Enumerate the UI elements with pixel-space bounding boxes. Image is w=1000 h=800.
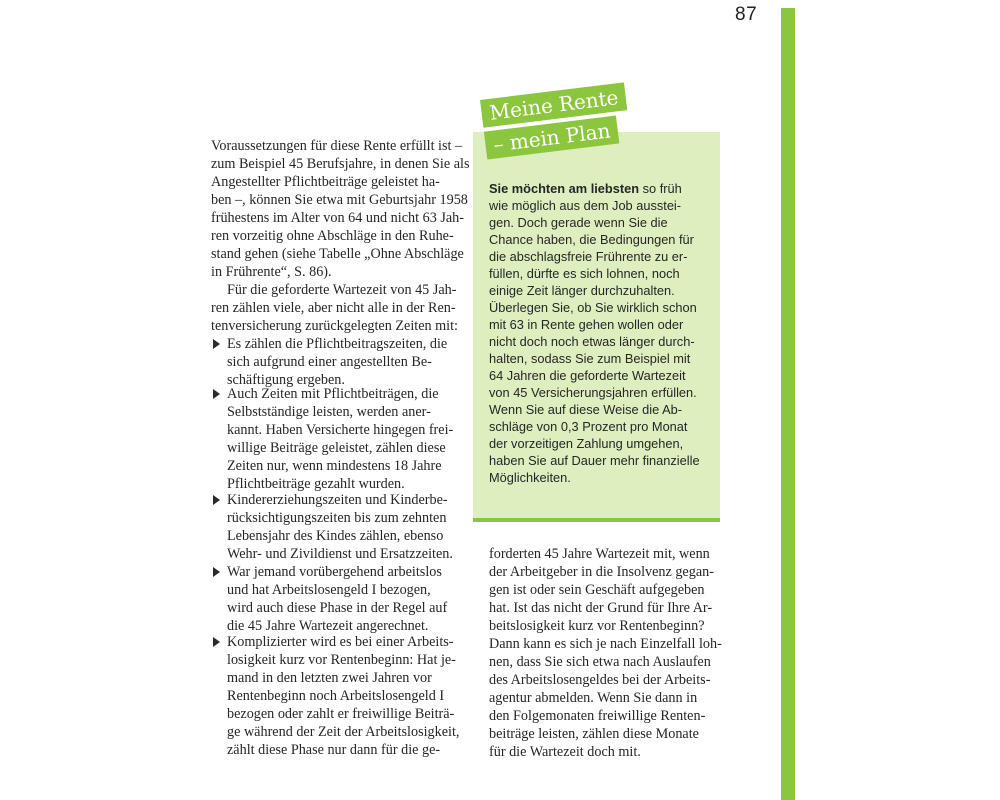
info-box-line: Möglichkeiten. [489, 470, 571, 485]
text-line: den Folgemonaten freiwillige Renten- [489, 708, 706, 724]
info-box-line: die abschlagsfreie Frührente zu er- [489, 249, 688, 264]
text-line: zum Beispiel 45 Berufsjahre, in denen Sie als [211, 156, 470, 172]
text-line: forderten 45 Jahre Wartezeit mit, wenn [489, 546, 710, 562]
green-edge-bar [781, 8, 795, 800]
info-box-lead-rest: so früh [639, 181, 682, 196]
info-box-line: nicht doch noch etwas länger durch- [489, 334, 695, 349]
list-item-line: willige Beiträge geleistet, zählen diese [227, 440, 446, 456]
list-item-line: Selbstständige leisten, werden aner- [227, 404, 431, 420]
info-box-line: 64 Jahren die geforderte Wartezeit [489, 368, 686, 383]
list-item-line: losigkeit kurz vor Rentenbeginn: Hat je- [227, 652, 456, 668]
list-item-line: Wehr- und Zivildienst und Ersatzzeiten. [227, 546, 453, 562]
list-item-line: kannt. Haben Versicherte hingegen frei- [227, 422, 454, 438]
list-item-line: Auch Zeiten mit Pflichtbeiträgen, die [227, 386, 439, 402]
text-line: tenversicherung zurückgelegten Zeiten mit: [211, 318, 458, 334]
info-box-line: Überlegen Sie, ob Sie wirklich schon [489, 300, 697, 315]
text-line: ren vorzeitig ohne Abschläge in den Ruhe- [211, 228, 454, 244]
list-item-line: Komplizierter wird es bei einer Arbeits- [227, 634, 454, 650]
text-line: der Arbeitgeber in die Insolvenz gegan- [489, 564, 714, 580]
info-box-line: halten, sodass Sie zum Beispiel mit [489, 351, 691, 366]
bullet-arrow-icon [213, 339, 220, 349]
list-item-line: Es zählen die Pflichtbeitragszeiten, die [227, 336, 448, 352]
info-box-line: der vorzeitigen Zahlung umgehen, [489, 436, 684, 451]
list-item-line: zählt diese Phase nur dann für die ge- [227, 742, 441, 758]
info-box-line: Chance haben, die Bedingungen für [489, 232, 694, 247]
info-box-line [489, 180, 682, 197]
page-number: 87 [735, 4, 758, 25]
bullet-arrow-icon [213, 567, 220, 577]
text-line: Dann kann es sich je nach Einzelfall loh- [489, 636, 722, 652]
text-line: Angestellter Pflichtbeiträge geleistet ha- [211, 174, 440, 190]
info-box-line: einige Zeit länger durchzuhalten. [489, 283, 675, 298]
text-line: in Frührente“, S. 86). [211, 264, 332, 280]
info-box-line: füllen, dürfte es sich lohnen, noch [489, 266, 680, 281]
text-line: ren zählen viele, aber nicht alle in der Ren- [211, 300, 456, 316]
list-item-line: Kindererziehungszeiten und Kinderbe- [227, 492, 448, 508]
info-box-line: gen. Doch gerade wenn Sie die [489, 215, 668, 230]
text-line: Für die geforderte Wartezeit von 45 Jah- [227, 282, 457, 298]
text-line: frühestens im Alter von 64 und nicht 63 Jah- [211, 210, 464, 226]
info-box-line: Wenn Sie auf diese Weise die Ab- [489, 402, 683, 417]
list-item-line: Lebensjahr des Kindes zählen, ebenso [227, 528, 444, 544]
list-item-line: und hat Arbeitslosengeld I bezogen, [227, 582, 431, 598]
text-line: des Arbeitslosengeldes bei der Arbeits- [489, 672, 711, 688]
text-line: beitslosigkeit kurz vor Rentenbeginn? [489, 618, 705, 634]
text-line: Voraussetzungen für diese Rente erfüllt ist – [211, 138, 463, 154]
text-line: stand gehen (siehe Tabelle „Ohne Abschläge [211, 246, 464, 262]
info-box-line: haben Sie auf Dauer mehr finanzielle [489, 453, 700, 468]
list-item-line: ge während der Zeit der Arbeitslosigkeit, [227, 724, 460, 740]
list-item-line: rücksichtigungszeiten bis zum zehnten [227, 510, 447, 526]
list-item-line: Rentenbeginn noch Arbeitslosengeld I [227, 688, 445, 704]
list-item-line: War jemand vorübergehend arbeitslos [227, 564, 442, 580]
info-box [473, 132, 720, 519]
bullet-arrow-icon [213, 495, 220, 505]
info-box-bottom-rule [473, 518, 720, 522]
list-item-line: schäftigung ergeben. [227, 372, 345, 388]
text-line: für die Wartezeit doch mit. [489, 744, 641, 760]
list-item-line: mand in den letzten zwei Jahren vor [227, 670, 432, 686]
headline-line-1: Meine Rente [480, 82, 628, 128]
info-box-lead: Sie möchten am liebsten [489, 181, 640, 196]
info-box-line: wie möglich aus dem Job ausstei- [489, 198, 682, 213]
text-line: gen ist oder sein Geschäft aufgegeben [489, 582, 705, 598]
text-line: hat. Ist das nicht der Grund für Ihre Ar- [489, 600, 713, 616]
list-item-line: die 45 Jahre Wartezeit angerechnet. [227, 618, 429, 634]
info-box-line: von 45 Versicherungsjahren erfüllen. [489, 385, 697, 400]
list-item-line: sich aufgrund einer angestellten Be- [227, 354, 432, 370]
info-box-line: schläge von 0,3 Prozent pro Monat [489, 419, 688, 434]
text-line: ben –, können Sie etwa mit Geburtsjahr 1958 [211, 192, 468, 208]
list-item-line: wird auch diese Phase in der Regel auf [227, 600, 448, 616]
list-item-line: bezogen oder zahlt er freiwillige Beiträ- [227, 706, 455, 722]
text-line: nen, dass Sie sich etwa nach Auslaufen [489, 654, 711, 670]
list-item-line: Pflichtbeiträge gezahlt wurden. [227, 476, 405, 492]
text-line: beiträge leisten, zählen diese Monate [489, 726, 699, 742]
text-line: agentur abmelden. Wenn Sie dann in [489, 690, 698, 706]
list-item-line: Zeiten nur, wenn mindestens 18 Jahre [227, 458, 442, 474]
headline-line-2: – mein Plan [484, 115, 620, 159]
info-box-line: mit 63 in Rente gehen wollen oder [489, 317, 684, 332]
bullet-arrow-icon [213, 637, 220, 647]
bullet-arrow-icon [213, 389, 220, 399]
